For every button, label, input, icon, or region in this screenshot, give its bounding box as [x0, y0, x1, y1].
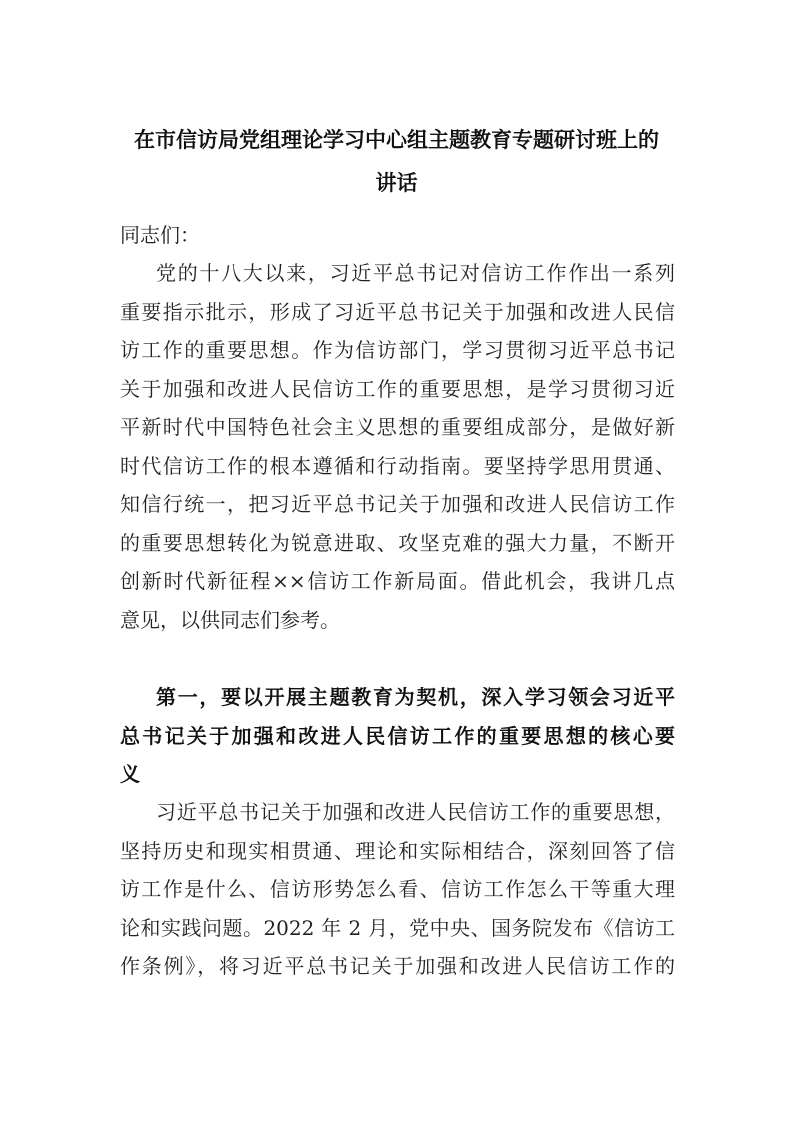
- text-line: 关于加强和改进人民信访工作的重要思想，是学习贯彻习近: [120, 376, 675, 401]
- text-line: 意见，以供同志们参考。: [120, 607, 340, 632]
- text-line: 重要指示批示，形成了习近平总书记关于加强和改进人民信: [120, 299, 675, 324]
- text-line: 习近平总书记关于加强和改进人民信访工作的重要思想，: [156, 800, 675, 824]
- text-line: 知信行统一，把习近平总书记关于加强和改进人民信访工作: [120, 492, 675, 516]
- text-line: 的重要思想转化为锐意进取、攻坚克难的强大力量，不断开: [120, 530, 675, 555]
- text-line: 访工作的重要思想。作为信访部门，学习贯彻习近平总书记: [120, 338, 675, 362]
- text-line: 党的十八大以来，习近平总书记对信访工作作出一系列: [156, 261, 675, 285]
- text-line: 总书记关于加强和改进人民信访工作的重要思想的核心要: [120, 723, 675, 748]
- text-line: 访工作是什么、信访形势怎么看、信访工作怎么干等重大理: [120, 877, 675, 901]
- title-line-1: 在市信访局党组理论学习中心组主题教育专题研讨班上的: [134, 127, 659, 152]
- text-line: 时代信访工作的根本遵循和行动指南。要坚持学思用贯通、: [120, 453, 675, 478]
- title-line-2: 讲话: [375, 170, 418, 195]
- text-line: 坚持历史和现实相贯通、理论和实际相结合，深刻回答了信: [120, 838, 675, 863]
- text-line: 创新时代新征程××信访工作新局面。借此机会，我讲几点: [120, 569, 675, 593]
- text-line: 义: [120, 762, 140, 786]
- text-line: 论和实践问题。2022 年 2 月，党中央、国务院发布《信访工: [120, 915, 675, 940]
- salutation: 同志们：: [120, 223, 200, 247]
- text-line: 平新时代中国特色社会主义思想的重要组成部分，是做好新: [120, 415, 675, 439]
- text-line: 第一，要以开展主题教育为契机，深入学习领会习近平: [156, 685, 675, 709]
- text-line: 作条例》，将习近平总书记关于加强和改进人民信访工作的: [120, 954, 675, 978]
